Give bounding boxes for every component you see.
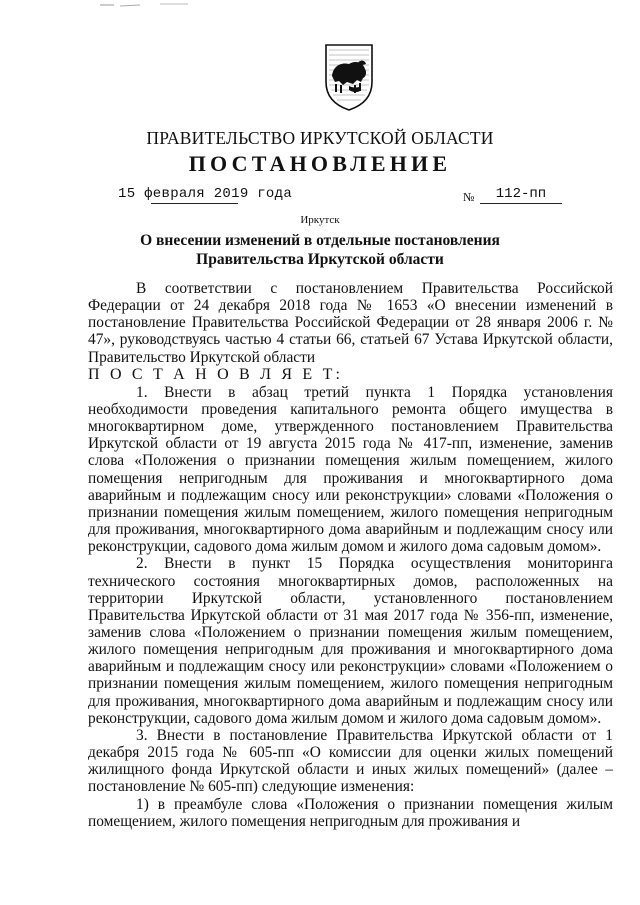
irkutsk-coat-of-arms-icon	[323, 42, 375, 112]
decree-title: О внесении изменений в отдельные постановления Правительства Иркутской области	[140, 232, 500, 268]
paragraph-1: 1. Внести в абзац третий пункта 1 Порядка установления необходимости проведения капитального ремонта общего имущества в многоквартирном доме, утвержденного постановлением Правительства Иркутской области от 19 августа 2015 года № 417-пп, изменение, заменив слова «Положения о признании помещения жилым помещением, жилого помещения непригодным для проживания и многоквартирного дома аварийным и подлежащим сносу или реконструкции» словами «Положения о признании помещения жилым помещением, жилого помещения непригодным для проживания, многоквартирного дома аварийным и подлежащим сносу или реконструкции, садового дома жилым домом и жилого дома садовым домом».	[88, 383, 613, 556]
preamble: В соответствии с постановлением Правительства Российской Федерации от 24 декабря 2018 года № 1653 «О внесении изменений в постановление Правительства Российской Федерации от 28 января 2006 г. № 47», руководствуясь частью 4 статьи 66, статьей 67 Устава Иркутской области, Правительство Иркутской области	[88, 280, 613, 366]
date-underline	[151, 203, 238, 204]
paragraph-2: 2. Внести в пункт 15 Порядка осуществления мониторинга технического состояния многоквартирных домов, расположенных на территории Иркутской области, установленного постановлением Правительства Иркутской области от 31 мая 2017 года № 356-пп, изменение, заменив слова «Положением о признании помещения жилым помещением, жилого помещения непригодным для проживания и многоквартирного дома аварийным и подлежащим сносу или реконструкции» словами «Положением о признании помещения жилым помещением, жилого помещения непригодным для проживания, многоквартирного дома аварийным и подлежащим сносу или реконструкции, садового дома жилым домом и жилого дома садовым домом».	[88, 555, 613, 727]
paragraph-3-item-1: 1) в преамбуле слова «Положения о признании помещения жилым помещением, жилого помещения непригодным для проживания и	[88, 795, 613, 830]
number-sign: №	[463, 190, 475, 204]
scan-artifact	[100, 2, 190, 8]
document-type: ПОСТАНОВЛЕНИЕ	[188, 151, 452, 176]
decree-date	[118, 186, 292, 202]
decree-number: 112-пп	[480, 186, 562, 204]
government-name: ПРАВИТЕЛЬСТВО ИРКУТСКОЙ ОБЛАСТИ	[146, 128, 494, 148]
decree-date-text: 15 февраля 2019 года	[118, 186, 293, 202]
paragraph-3: 3. Внести в постановление Правительства Иркутской области от 1 декабря 2015 года № 605-пп «О комиссии для оценки жилых помещений жилищного фонда Иркутской области и иных жилых помещений» (далее – постановление № 605-пп) следующие изменения:	[88, 726, 613, 796]
decree-body	[88, 280, 613, 830]
city-name: Иркутск	[300, 214, 340, 226]
decree-word: П О С Т А Н О В Л Я Е Т:	[88, 365, 344, 383]
